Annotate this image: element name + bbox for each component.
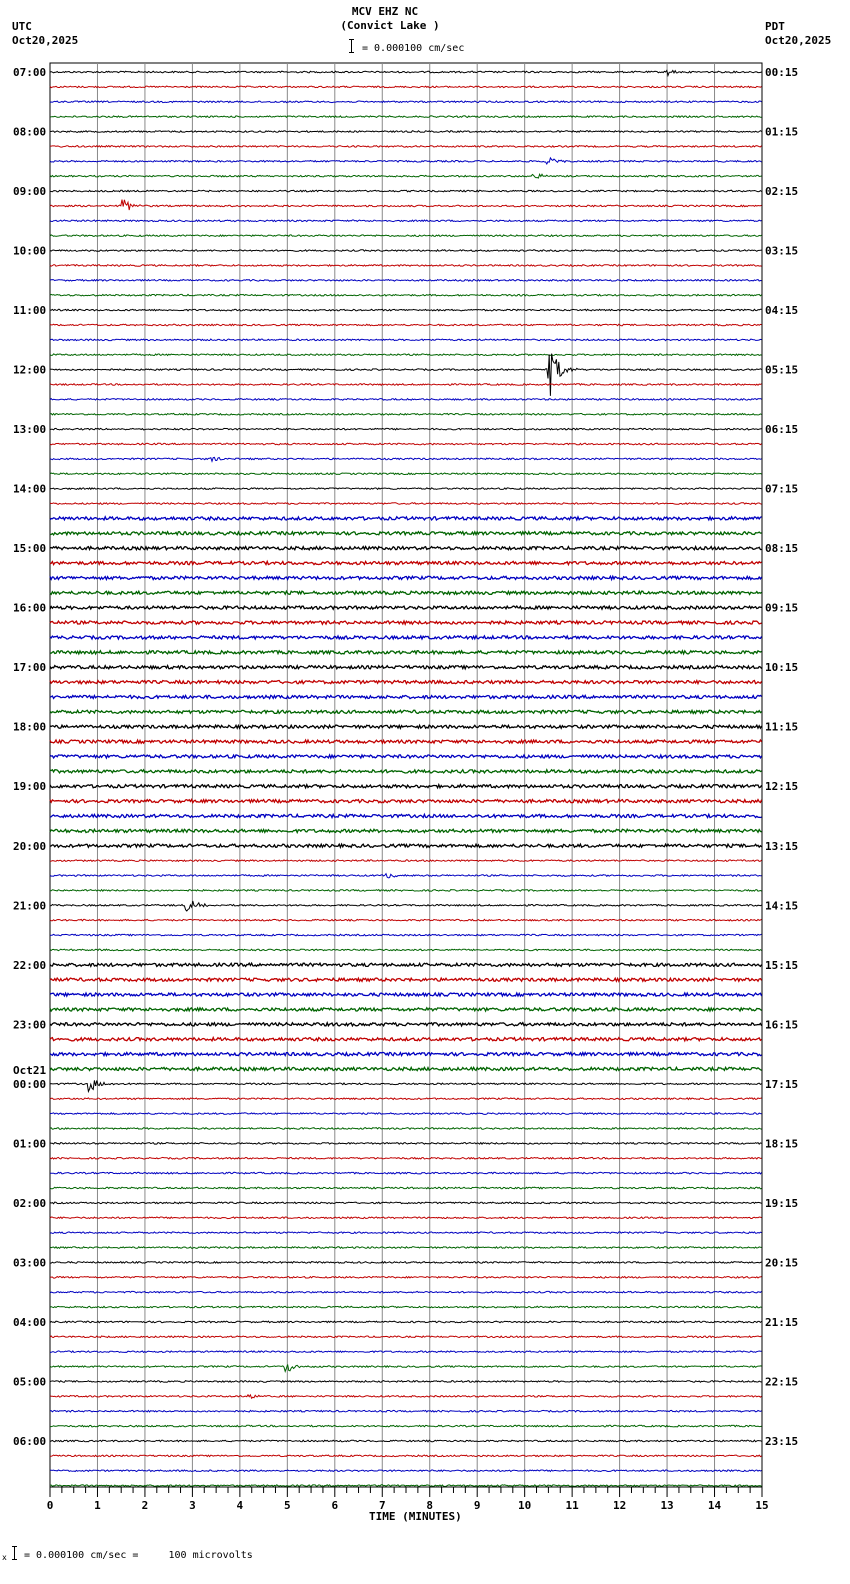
trace-line: [50, 532, 762, 535]
utc-hour-label: 07:00: [13, 66, 47, 79]
trace-line: [50, 1038, 762, 1041]
trace-line: [50, 1067, 762, 1070]
pdt-hour-label: 18:15: [765, 1137, 799, 1151]
utc-hour-label: 23:00: [13, 1018, 47, 1032]
trace-line: [50, 488, 762, 490]
trace-line: [50, 384, 762, 386]
trace-line: [50, 457, 762, 461]
trace-line: [50, 681, 762, 684]
trace-line: [50, 934, 762, 936]
trace-line: [50, 561, 762, 564]
x-tick-label: 9: [473, 1499, 481, 1512]
trace-line: [50, 1365, 762, 1372]
trace-line: [50, 428, 762, 430]
utc-hour-label: 20:00: [13, 839, 47, 853]
station-title: MCV EHZ NC: [351, 5, 419, 18]
utc-hour-label: 09:00: [13, 185, 47, 199]
trace-line: [50, 621, 762, 624]
x-axis-label: TIME (MINUTES): [369, 1510, 462, 1523]
trace-line: [50, 978, 762, 981]
trace-line: [50, 235, 762, 237]
trace-line: [50, 860, 762, 862]
trace-line: [50, 740, 762, 743]
trace-line: [50, 1262, 762, 1264]
x-tick-label: 12: [612, 1499, 627, 1512]
utc-hour-label: 11:00: [13, 304, 47, 318]
plot-frame: [50, 63, 762, 1487]
trace-line: [50, 1277, 762, 1279]
x-tick-label: 14: [707, 1499, 722, 1512]
x-tick-label: 7: [378, 1499, 386, 1512]
pdt-hour-label: 05:15: [765, 363, 799, 377]
trace-line: [50, 1187, 762, 1189]
trace-line: [50, 1455, 762, 1457]
pdt-hour-label: 14:15: [765, 899, 799, 913]
trace-line: [50, 158, 762, 164]
station-location: (Convict Lake ): [340, 19, 440, 32]
trace-line: [50, 547, 762, 550]
footer-scale-cap-top: [12, 1546, 17, 1547]
trace-line: [50, 919, 762, 921]
utc-hour-label: 13:00: [13, 423, 47, 437]
trace-line: [50, 993, 762, 996]
trace-line: [50, 636, 762, 639]
left-timezone: UTC: [12, 20, 32, 33]
pdt-hour-label: 03:15: [765, 244, 799, 258]
trace-line: [50, 1351, 762, 1353]
trace-line: [50, 101, 762, 103]
pdt-hour-label: 06:15: [765, 423, 799, 437]
x-tick-label: 11: [565, 1499, 579, 1512]
x-tick-label: 8: [426, 1499, 434, 1512]
trace-line: [50, 814, 762, 817]
trace-line: [50, 1470, 762, 1472]
pdt-hour-label: 16:15: [765, 1018, 799, 1032]
trace-line: [50, 874, 762, 878]
x-tick-label: 10: [518, 1499, 532, 1512]
footer-marker: x: [2, 1553, 7, 1562]
x-tick-label: 5: [284, 1499, 291, 1512]
utc-hour-label: 03:00: [13, 1256, 47, 1270]
trace-line: [50, 86, 762, 88]
trace-line: [50, 443, 762, 445]
trace-line: [50, 517, 762, 520]
trace-line: [50, 220, 762, 222]
pdt-hour-label: 09:15: [765, 601, 799, 615]
utc-hour-label: 12:00: [13, 363, 47, 377]
trace-line: [50, 1080, 762, 1091]
trace-line: [50, 606, 762, 609]
trace-line: [50, 146, 762, 148]
trace-line: [50, 1485, 762, 1487]
trace-line: [50, 503, 762, 505]
footer-scale-bar-icon: [14, 1546, 15, 1560]
trace-line: [50, 591, 762, 594]
x-tick-label: 3: [189, 1499, 196, 1512]
pdt-hour-label: 07:15: [765, 482, 799, 496]
trace-line: [50, 1440, 762, 1442]
trace-line: [50, 651, 762, 654]
utc-hour-label: 18:00: [13, 720, 47, 734]
trace-line: [50, 1128, 762, 1130]
trace-line: [50, 413, 762, 415]
scale-label: = 0.000100 cm/sec: [362, 43, 465, 54]
trace-line: [50, 1157, 762, 1159]
x-axis: [47, 1487, 769, 1512]
trace-line: [50, 116, 762, 118]
trace-line: [50, 324, 762, 326]
trace-line: [50, 1381, 762, 1383]
trace-line: [50, 1113, 762, 1115]
pdt-hour-label: 00:15: [765, 66, 799, 79]
trace-line: [50, 1410, 762, 1412]
pdt-hour-label: 10:15: [765, 661, 799, 675]
right-timezone: PDT: [765, 20, 785, 33]
trace-line: [50, 770, 762, 773]
pdt-hour-label: 04:15: [765, 304, 799, 318]
utc-hour-label: 21:00: [13, 899, 47, 913]
pdt-hour-label: 19:15: [765, 1196, 799, 1210]
utc-hour-label: 04:00: [13, 1315, 47, 1329]
trace-line: [50, 963, 762, 966]
utc-hour-label: 06:00: [13, 1434, 47, 1448]
trace-line: [50, 1143, 762, 1145]
utc-hour-label: 00:00: [13, 1077, 47, 1091]
trace-line: [50, 250, 762, 252]
trace-line: [50, 1217, 762, 1219]
trace-line: [50, 339, 762, 341]
trace-line: [50, 309, 762, 311]
trace-line: [50, 1395, 762, 1399]
pdt-hour-label: 15:15: [765, 958, 799, 972]
traces: [50, 70, 762, 1486]
trace-line: [50, 844, 762, 847]
x-tick-label: 4: [236, 1499, 244, 1512]
pdt-hour-label: 21:15: [765, 1315, 799, 1329]
trace-line: [50, 666, 762, 669]
utc-hour-label: 08:00: [13, 125, 47, 139]
trace-line: [50, 1172, 762, 1174]
trace-line: [50, 1306, 762, 1308]
trace-line: [50, 1023, 762, 1026]
utc-hour-label: 17:00: [13, 661, 47, 675]
utc-hour-label: 10:00: [13, 244, 47, 258]
trace-line: [50, 829, 762, 832]
trace-line: [50, 280, 762, 282]
trace-line: [50, 1098, 762, 1100]
trace-line: [50, 1336, 762, 1338]
x-tick-label: 15: [755, 1499, 769, 1512]
trace-line: [50, 1232, 762, 1234]
utc-hour-label: 01:00: [13, 1137, 47, 1151]
pdt-hour-label: 01:15: [765, 125, 799, 139]
trace-line: [50, 890, 762, 892]
trace-line: [50, 1247, 762, 1249]
trace-line: [50, 1008, 762, 1011]
x-tick-label: 13: [660, 1499, 674, 1512]
trace-line: [50, 710, 762, 713]
pdt-hour-label: 13:15: [765, 839, 799, 853]
pdt-hour-label: 23:15: [765, 1434, 799, 1448]
utc-hour-label: 02:00: [13, 1196, 47, 1210]
date-change-label: Oct21: [13, 1063, 47, 1077]
grid: [50, 63, 762, 1487]
trace-line: [50, 800, 762, 803]
footer-scale-note: = 0.000100 cm/sec = 100 microvolts: [24, 1550, 253, 1561]
x-tick-label: 1: [94, 1499, 101, 1512]
utc-hour-label: 16:00: [13, 601, 47, 615]
trace-line: [50, 131, 762, 133]
trace-line: [50, 265, 762, 267]
x-tick-label: 2: [141, 1499, 149, 1512]
trace-line: [50, 399, 762, 401]
trace-line: [50, 755, 762, 758]
trace-line: [50, 1202, 762, 1204]
trace-line: [50, 785, 762, 788]
left-date: Oct20,2025: [12, 34, 79, 47]
trace-line: [50, 695, 762, 698]
trace-line: [50, 1291, 762, 1293]
footer-scale-cap-bottom: [12, 1559, 17, 1560]
trace-line: [50, 354, 762, 396]
x-tick-label: 6: [331, 1499, 339, 1512]
pdt-hour-label: 02:15: [765, 185, 799, 199]
right-date: Oct20,2025: [765, 34, 832, 47]
pdt-hour-label: 11:15: [765, 720, 799, 734]
trace-line: [50, 354, 762, 356]
trace-line: [50, 473, 762, 475]
pdt-hour-label: 08:15: [765, 542, 799, 556]
trace-line: [50, 294, 762, 296]
trace-line: [50, 174, 762, 178]
utc-hour-label: 05:00: [13, 1375, 47, 1389]
trace-line: [50, 1053, 762, 1056]
trace-line: [50, 725, 762, 728]
trace-line: [50, 190, 762, 192]
x-tick-label: 0: [46, 1499, 54, 1512]
utc-hour-label: 19:00: [13, 780, 47, 794]
utc-hour-label: 15:00: [13, 542, 47, 556]
pdt-hour-label: 17:15: [765, 1077, 799, 1091]
trace-line: [50, 576, 762, 579]
utc-hour-label: 22:00: [13, 958, 47, 972]
trace-line: [50, 70, 762, 75]
utc-hour-label: 14:00: [13, 482, 47, 496]
trace-line: [50, 1321, 762, 1323]
trace-line: [50, 949, 762, 951]
trace-line: [50, 901, 762, 911]
trace-line: [50, 1425, 762, 1427]
pdt-hour-label: 12:15: [765, 780, 799, 794]
pdt-hour-label: 22:15: [765, 1375, 799, 1389]
pdt-hour-label: 20:15: [765, 1256, 799, 1270]
trace-line: [50, 200, 762, 210]
